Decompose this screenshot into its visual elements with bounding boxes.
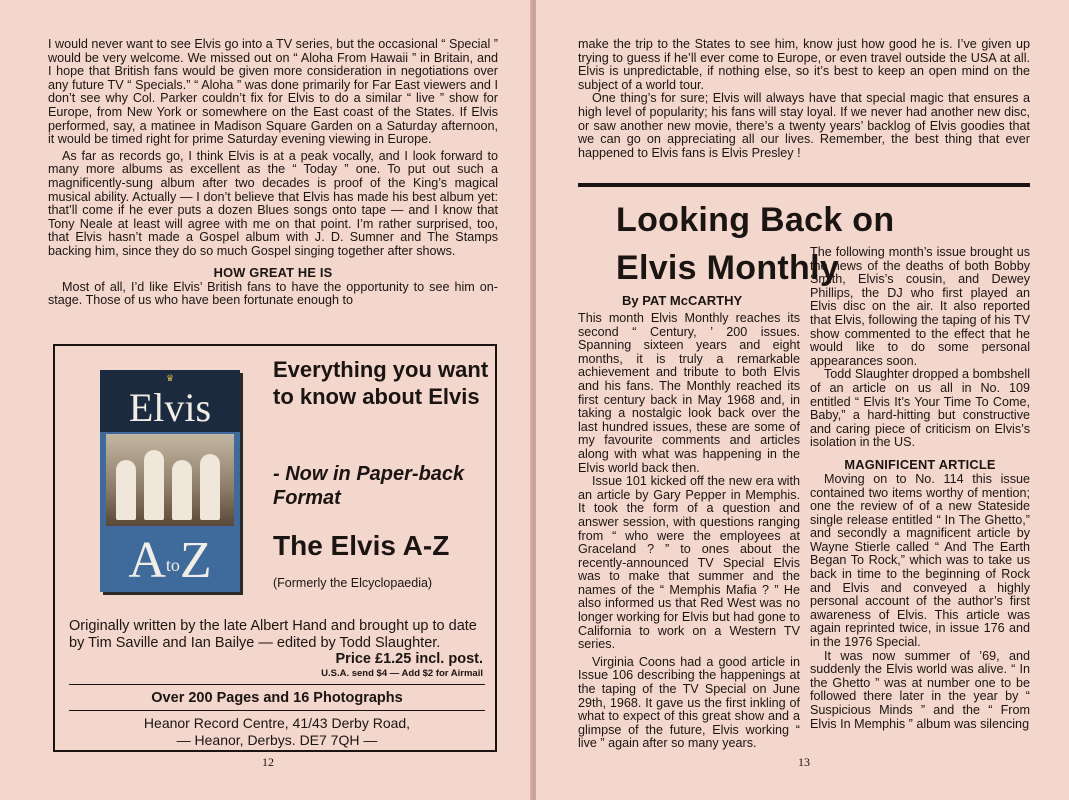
section-rule [578,183,1030,187]
paragraph: Moving on to No. 114 this issue contained two items worthy of mention; one the review of of a new Stateside single release entitled “ In The Ghetto,” and secondly a magnificent article by Wayne Stierle called “ And The Earth Began To Rock,” which was to take us back in time to the beginning of Rock and Elvis and conveyed a highly personal account of the author’s first awareness of Elvis. This article was again reprinted twice, in issue 176 and in the 1976 Special. [810,471,1030,650]
article-column-2 [810,246,1030,731]
crown-icon: ♛ [165,373,175,383]
ad-format-line: - Now in Paper-back Format [273,463,465,509]
article-column-1 [578,312,800,751]
ad-body-text: Originally written by the late Albert Hand and brought up to date by Tim Saville and Ian Bailye — edited by Todd Slaughter. [69,618,477,651]
book-cover-az: AtoZ [128,532,212,589]
ad-price: Price £1.25 incl. post. [335,651,483,667]
subheading: MAGNIFICENT ARTICLE [844,456,996,472]
ad-product-name: The Elvis A-Z [273,530,450,561]
article-title: Looking Back on Elvis Monthly [616,201,895,287]
divider [69,710,485,711]
divider [69,684,485,685]
paragraph: As far as records go, I think Elvis is at a peak vocally, and I look forward to many more albums as excellent as the “ Today ” one. To put out such a magnificently-sung album after two decades is proof of the King’s magical musical ability. Actually — I don’t believe that Elvis has made his best album yet: that’ll come if he ever puts a dozen Blues songs onto tape — and I know that Tony Neale at least will agree with me on that point. I’m rather surprised, too, that Elvis hasn’t made a Gospel album with J. D. Sumner and The Stamps backing him, since they do so much Gospel singing together after shows. [48,148,498,258]
ad-address: Heanor Record Centre, 41/43 Derby Road, — Heanor, Derbys. DE7 7QH — [143,715,411,748]
paragraph: Issue 101 kicked off the new era with an article by Gary Pepper in Memphis. It took the form of a question and answer session, with questions ranging from “ who were the employees at Graceland ? ” to ones about the recently-announced TV Special Elvis was to make that summer and the names of the “ Memphis Mafia ? ” He also informed us that Red West was no longer working for Elvis but had gone to California to work on a Western TV series. [578,474,800,652]
paragraph: This month Elvis Monthly reaches its second “ Century, ’ 200 issues. Spanning sixteen years and eight months, it is truly a remarkable achievement and tribute to both Elvis and his fans. The Monthly reached its first century back in May 1968 and, in taking a nostalgic look back over the last hundred issues, these are some of my favourite comments and articles along with what was happening in the Elvis world back then. [578,311,800,475]
page-number: 13 [798,755,810,769]
ad-formerly-note: (Formerly the Elcyclopaedia) [273,576,433,590]
byline: By PAT McCARTHY [622,293,743,308]
left-text-column [48,38,498,308]
right-top-column [578,38,1030,160]
ad-usa-price: U.S.A. send $4 — Add $2 for Airmail [321,668,483,679]
paragraph: Todd Slaughter dropped a bombshell of an article on us all in No. 109 entitled “ Elvis It’s Your Time To Come, Baby,” a hard-hitting but constructive and caring piece of criticism on Elvis’s isolation in the US. [810,367,1030,450]
ad-pages-line: Over 200 Pages and 16 Photographs [151,690,403,706]
paragraph: I would never want to see Elvis go into a TV series, but the occasional “ Special ” would be very welcome. We missed out on “ Aloha From Hawaii ” in Britain, and I hope that British fans would be given more consideration in negotiations over any future TV “ Specials.” “ Aloha ” was done primarily for Far East viewers and I don’t see why Col. Parker couldn’t fix for Elvis to do a similar “ live ” show for Europe, from New York or somewhere on the East coast of the States. If Elvis performed, say, a matinee in Madison Square Garden on a Saturday afternoon, it would be timed right for prime Saturday evening viewing in Europe. [48,37,498,147]
paragraph: One thing’s for sure; Elvis will always have that special magic that ensures a high level of popularity; his fans will stay loyal. If we never had another new disc, or saw another new movie, there’s a twenty years’ backlog of Elvis goodies that we can go on appreciating all our lives. Remember, the best thing that ever happened to Elvis fans is Elvis Presley ! [578,91,1030,160]
paragraph: The following month’s issue brought us the news of the deaths of both Bobby Smith, Elvis’s cousin, and Dewey Phillips, the DJ who first played an Elvis disc on the air. It also reported that Elvis, following the taping of his TV show commented to the effect that he would like to do some personal appearances soon. [810,245,1030,368]
subheading: HOW GREAT HE IS [213,264,333,280]
ad-headline: Everything you want to know about Elvis [273,357,489,409]
paragraph: Most of all, I’d like Elvis’ British fans to have the opportunity to see him on-stage. Those of us who have been fortunate enough to [48,279,498,308]
left-page [0,0,532,800]
advertisement-box [53,344,497,752]
paragraph: It was now summer of ’69, and suddenly the Elvis world was alive. “ In the Ghetto ” was at number one to be followed there later in the year by “ Suspicious Minds ” and the “ From Elvis In Memphis ” album was silencing [810,648,1030,731]
right-page [536,0,1069,800]
book-cover-title: Elvis [128,385,212,430]
book-cover-photo [106,434,234,526]
paragraph: make the trip to the States to see him, know just how good he is. I’ve given up trying to guess if he’ll ever come to Europe, or even travel outside the USA at all. Elvis is unpredictable, if nothing else, so it’s best to keep an open mind on the subject of a world tour. [578,37,1030,92]
page-number: 12 [262,755,274,769]
paragraph: Virginia Coons had a good article in Issue 106 describing the happenings at the taping of the TV Special on June 29th, 1968. It gave us the first inkling of what to expect of this great show and a glimpse of the future, Elvis working “ live ” again after so many years. [578,654,800,751]
book-cover-image [100,370,240,592]
